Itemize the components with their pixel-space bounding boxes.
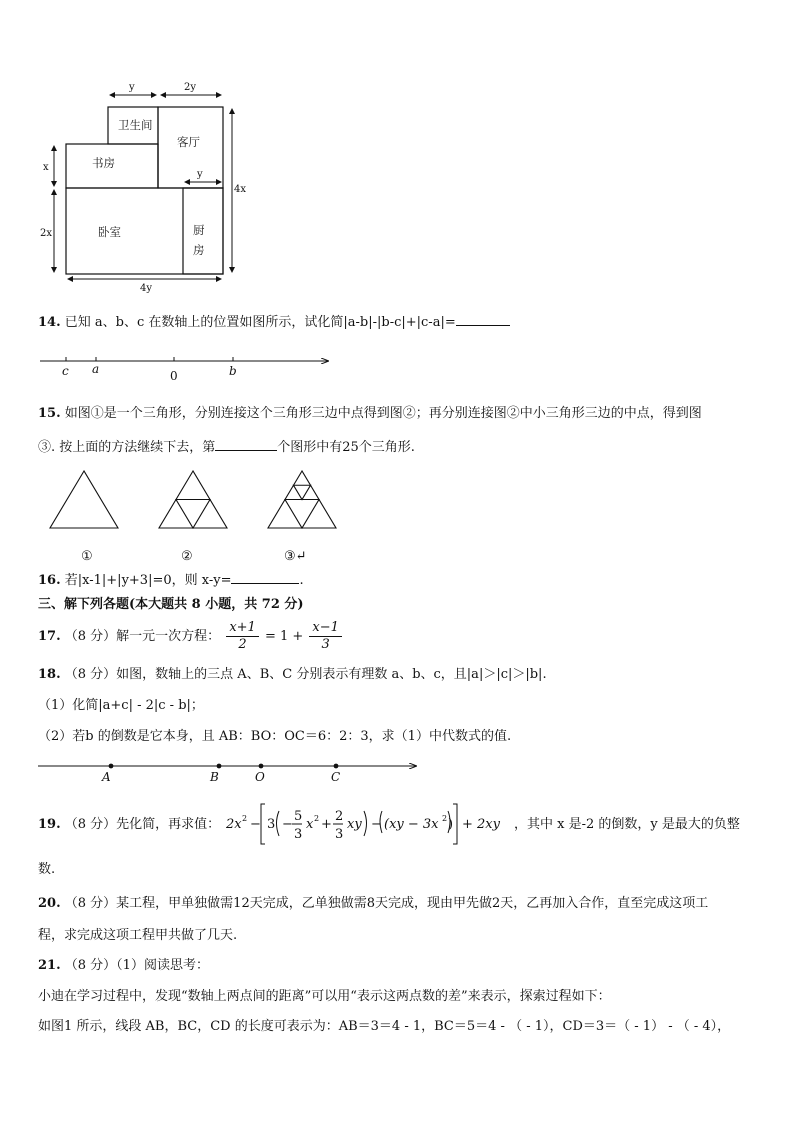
f-n2: 2 — [335, 809, 344, 824]
f-sup-2: 2 — [314, 814, 320, 823]
q21-para1: 小迪在学习过程中，发现“数轴上两点间的距离”可以用“表示这两点数的差”来表示，探索过程如下： — [38, 989, 611, 1004]
q18-sub2-text: （2）若b 的倒数是它本身，且 AB：BO：OC＝6：2：3，求（1）中代数式的值. — [38, 729, 512, 744]
axis-label-b: b — [229, 364, 237, 378]
axis-label-B: B — [210, 770, 219, 784]
f-n1: 5 — [294, 809, 303, 824]
axis-label-zero: 0 — [170, 369, 178, 383]
axis-label-a: a — [92, 362, 100, 376]
room-living: 客厅 — [177, 135, 200, 149]
f-tail: + 2xy — [462, 817, 500, 832]
f-3: 3 — [267, 817, 276, 832]
axis-label-A: A — [102, 770, 111, 784]
q17-fraction-2 — [309, 620, 342, 653]
dim-y-label: y — [129, 82, 135, 93]
question-19 — [38, 816, 220, 834]
f-sup-3: 2 — [442, 814, 448, 823]
floorplan-figure — [30, 78, 270, 298]
f-close: ) — [448, 817, 454, 832]
q15-answer-blank[interactable] — [215, 437, 277, 451]
q16-answer-blank[interactable] — [231, 570, 299, 584]
figure-label-2: ② — [181, 549, 193, 564]
q16-number: 16. — [38, 573, 61, 588]
f-d1: 3 — [294, 827, 303, 842]
axis-label-C: C — [331, 770, 341, 784]
q16-end: . — [299, 573, 304, 588]
room-kitchen-2: 房 — [193, 243, 205, 257]
question-16 — [38, 570, 304, 590]
dim-4y-label: 4y — [140, 283, 153, 294]
q14-text: 已知 a、b、c 在数轴上的位置如图所示，试化简|a-b|-|b-c|+|c-a|= — [64, 315, 456, 330]
section-3-title-text: 三、解下列各题(本大题共 8 小题，共 72 分) — [38, 597, 304, 612]
question-19-cond — [514, 816, 740, 834]
room-bedroom: 卧室 — [98, 225, 121, 239]
q17-text: （8 分）解一元一次方程： — [64, 629, 221, 644]
q18-number: 18. — [38, 667, 61, 682]
question-21-para1 — [38, 988, 611, 1006]
q17-den1: 2 — [238, 637, 247, 652]
f-minus-2: − — [371, 817, 382, 832]
question-18 — [38, 666, 547, 684]
q17-den2: 3 — [321, 637, 330, 652]
q18-text: （8 分）如图，数轴上的三点 A、B、C 分别表示有理数 a、b、c，且|a|＞|c|＞|b|. — [64, 667, 547, 682]
question-20 — [38, 895, 708, 913]
dim-4x-label: 4x — [234, 184, 247, 195]
f-neg: − — [282, 817, 293, 832]
dim-2y-label: 2y — [184, 82, 197, 93]
q14-answer-blank[interactable] — [456, 312, 510, 326]
figure-label-3: ③↵ — [284, 549, 307, 564]
axis-label-c: c — [62, 364, 69, 378]
q20-number: 20. — [38, 896, 61, 911]
q15-line2-a: ③. 按上面的方法继续下去，第 — [38, 440, 216, 455]
q20-line1: （8 分）某工程，甲单独做需12天完成，乙单独做需8天完成，现由甲先做2天，乙再加入合作，直至完成这项工 — [64, 896, 709, 911]
f-minus: − — [250, 817, 261, 832]
f-d2: 3 — [335, 827, 344, 842]
f-paren: (xy − 3x — [384, 817, 439, 832]
q21-number: 21. — [38, 958, 61, 973]
question-21 — [38, 957, 209, 975]
f-sup: 2 — [242, 814, 248, 823]
q19-formula — [224, 801, 514, 847]
q15-line2-b: 个图形中有25个三角形. — [277, 440, 415, 455]
room-bathroom: 卫生间 — [118, 118, 153, 132]
f-x2: x — [306, 817, 314, 832]
q14-number-line — [38, 350, 338, 384]
q17-num2: x−1 — [309, 620, 342, 637]
q19-text: （8 分）先化简，再求值： — [64, 817, 221, 832]
question-15-line2 — [38, 437, 415, 457]
question-14 — [38, 312, 510, 332]
q18-number-line — [36, 757, 426, 785]
section-3-title — [38, 596, 304, 614]
question-18-sub1 — [38, 697, 204, 715]
q15-number: 15. — [38, 406, 61, 421]
q21-text: （8 分）（1）阅读思考： — [64, 958, 209, 973]
f-2x2: 2x — [226, 817, 242, 832]
q17-num1: x+1 — [226, 620, 259, 637]
q17-fraction-1 — [226, 620, 259, 653]
question-21-para2 — [38, 1018, 730, 1036]
question-17 — [38, 620, 344, 653]
q19-number: 19. — [38, 817, 61, 832]
question-19-cont — [38, 861, 55, 879]
triangle-figure-1 — [50, 471, 118, 528]
f-plus: + — [321, 817, 332, 832]
q14-number: 14. — [38, 315, 61, 330]
room-kitchen-1: 厨 — [193, 223, 205, 237]
axis-label-O: O — [255, 770, 265, 784]
q21-para2: 如图1 所示，线段 AB，BC，CD 的长度可表示为：AB＝3＝4 - 1，BC＝5＝4 - （ - 1），CD＝3＝（ - 1） - （ - 4）， — [38, 1019, 731, 1034]
q17-number: 17. — [38, 629, 61, 644]
q15-line1: 如图①是一个三角形，分别连接这个三角形三边中点得到图②；再分别连接图②中小三角形三边的中点，得到图 — [64, 406, 702, 421]
dim-x-label: x — [43, 162, 49, 173]
room-study: 书房 — [92, 156, 115, 170]
q15-triangles — [40, 466, 360, 566]
q19-cont: 数. — [38, 862, 56, 877]
dim-2x-label: 2x — [40, 228, 53, 239]
question-18-sub2 — [38, 728, 511, 746]
figure-label-1: ① — [81, 549, 93, 564]
q20-line2: 程，求完成这项工程甲共做了几天. — [38, 928, 238, 943]
question-20-line2 — [38, 927, 237, 945]
q19-cond: ，其中 x 是-2 的倒数，y 是最大的负整 — [514, 817, 740, 832]
f-xy: xy — [347, 817, 362, 832]
q18-sub1-text: （1）化简|a+c| - 2|c - b|； — [38, 698, 204, 713]
q16-text: 若|x-1|+|y+3|=0，则 x-y= — [64, 573, 232, 588]
q17-mid: = 1 + — [264, 629, 304, 644]
dim-y-inner-label: y — [197, 169, 203, 180]
question-15 — [38, 405, 702, 423]
